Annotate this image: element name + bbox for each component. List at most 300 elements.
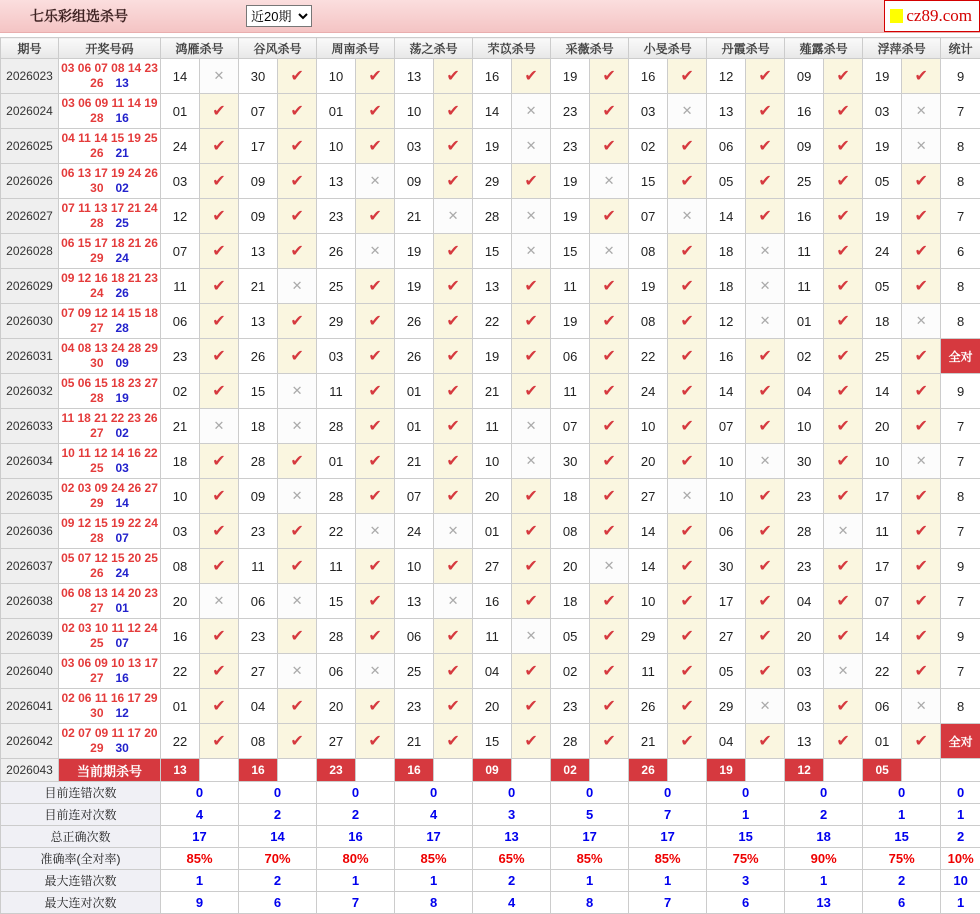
kill-mark-cell [278, 549, 317, 584]
kill-mark-cell [278, 164, 317, 199]
kill-mark-cell [200, 584, 239, 619]
kill-number-cell: 21 [239, 269, 278, 304]
kill-mark-cell [902, 479, 941, 514]
check-icon: ✔ [758, 383, 771, 400]
stat-cell: 7 [941, 409, 980, 444]
draw-main-numbers: 02 06 11 16 17 29 [59, 691, 160, 706]
check-icon: ✔ [368, 593, 381, 610]
check-icon: ✔ [914, 418, 927, 435]
kill-mark-cell [200, 199, 239, 234]
kill-mark-cell [200, 479, 239, 514]
kill-number-cell: 20 [473, 689, 512, 724]
draw-main-numbers: 06 15 17 18 21 26 [59, 236, 160, 251]
kill-number-cell: 20 [551, 549, 590, 584]
kill-mark-cell [590, 304, 629, 339]
kill-number-cell: 07 [629, 199, 668, 234]
draw-special-number: 28 [116, 321, 129, 335]
cross-icon: ✕ [292, 593, 303, 608]
check-icon: ✔ [914, 488, 927, 505]
summary-value: 9 [161, 892, 239, 914]
draw-numbers-cell [59, 549, 161, 584]
draw-special-number: 16 [116, 111, 129, 125]
check-icon: ✔ [836, 278, 849, 295]
kill-number-cell: 23 [551, 94, 590, 129]
kill-mark-cell [746, 689, 785, 724]
check-icon: ✔ [836, 383, 849, 400]
kill-mark-cell [200, 374, 239, 409]
check-icon: ✔ [290, 558, 303, 575]
kill-number-cell: 05 [551, 619, 590, 654]
check-icon: ✔ [758, 558, 771, 575]
period-cell: 2026038 [1, 584, 59, 619]
kill-mark-cell-empty [200, 759, 239, 782]
kill-mark-cell [200, 444, 239, 479]
cross-icon: ✕ [760, 698, 771, 713]
range-select[interactable] [246, 5, 312, 27]
draw-numbers-cell [59, 304, 161, 339]
check-icon: ✔ [290, 733, 303, 750]
kill-number-cell: 07 [707, 409, 746, 444]
kill-number-cell: 10 [707, 479, 746, 514]
kill-mark-cell [434, 304, 473, 339]
draw-second-line [59, 426, 160, 441]
draw-main-numbers: 03 06 09 10 13 17 [59, 656, 160, 671]
kill-mark-cell [278, 689, 317, 724]
check-icon: ✔ [446, 173, 459, 190]
kill-number-cell: 05 [707, 164, 746, 199]
kill-mark-cell [512, 584, 551, 619]
check-icon: ✔ [758, 138, 771, 155]
draw-special-number: 07 [116, 636, 129, 650]
draw-main-numbers: 03 06 09 11 14 19 [59, 96, 160, 111]
draw-numbers-cell [59, 409, 161, 444]
draw-special-number: 30 [116, 741, 129, 755]
kill-number-cell: 03 [785, 689, 824, 724]
kill-mark-cell [590, 374, 629, 409]
summary-value: 1 [863, 804, 941, 826]
kill-mark-cell [356, 409, 395, 444]
summary-value: 0 [707, 782, 785, 804]
kill-number-cell: 23 [395, 689, 434, 724]
kill-number-cell: 16 [473, 59, 512, 94]
kill-number-cell: 18 [707, 234, 746, 269]
kill-mark-cell [746, 339, 785, 374]
kill-number-cell: 04 [239, 689, 278, 724]
kill-mark-cell [434, 619, 473, 654]
kill-number-cell: 11 [551, 374, 590, 409]
kill-mark-cell [746, 59, 785, 94]
check-icon: ✔ [290, 313, 303, 330]
draw-second-line [59, 321, 160, 336]
kill-mark-cell [200, 339, 239, 374]
stat-cell: 7 [941, 514, 980, 549]
kill-number-cell: 22 [473, 304, 512, 339]
draw-numbers-cell [59, 619, 161, 654]
check-icon: ✔ [212, 243, 225, 260]
draw-main-numbers: 03 06 07 08 14 23 [59, 61, 160, 76]
summary-stat-value: 1 [941, 892, 980, 914]
draw-second-line [59, 566, 160, 581]
check-icon: ✔ [836, 173, 849, 190]
summary-value: 17 [161, 826, 239, 848]
kill-mark-cell [512, 59, 551, 94]
table-row [1, 129, 980, 164]
kill-mark-cell [512, 479, 551, 514]
current-kill-number: 26 [629, 759, 668, 782]
summary-value: 0 [161, 782, 239, 804]
table-row [1, 479, 980, 514]
kill-mark-cell [434, 94, 473, 129]
check-icon: ✔ [914, 348, 927, 365]
summary-value: 15 [863, 826, 941, 848]
kill-mark-cell [902, 374, 941, 409]
stat-cell: 8 [941, 304, 980, 339]
check-icon: ✔ [836, 313, 849, 330]
summary-value: 1 [161, 870, 239, 892]
cross-icon: ✕ [370, 173, 381, 188]
column-header: 周南杀号 [317, 38, 395, 59]
check-icon: ✔ [680, 313, 693, 330]
kill-mark-cell [200, 129, 239, 164]
kill-number-cell: 08 [629, 234, 668, 269]
kill-mark-cell [590, 514, 629, 549]
kill-number-cell: 18 [551, 479, 590, 514]
check-icon: ✔ [602, 348, 615, 365]
kill-mark-cell [746, 374, 785, 409]
kill-number-cell: 27 [239, 654, 278, 689]
kill-mark-cell [278, 59, 317, 94]
check-icon: ✔ [212, 138, 225, 155]
check-icon: ✔ [524, 558, 537, 575]
check-icon: ✔ [368, 733, 381, 750]
kill-mark-cell [590, 269, 629, 304]
summary-value: 70% [239, 848, 317, 870]
kill-number-cell: 12 [707, 304, 746, 339]
header-row [1, 38, 980, 59]
kill-number-cell: 01 [395, 409, 434, 444]
kill-number-cell: 19 [551, 304, 590, 339]
summary-value: 18 [785, 826, 863, 848]
kill-number-cell: 24 [629, 374, 668, 409]
kill-number-table [0, 37, 980, 914]
cross-icon: ✕ [604, 173, 615, 188]
summary-value: 0 [239, 782, 317, 804]
draw-numbers-cell [59, 59, 161, 94]
check-icon: ✔ [602, 628, 615, 645]
kill-mark-cell [434, 374, 473, 409]
cross-icon: ✕ [916, 103, 927, 118]
check-icon: ✔ [836, 628, 849, 645]
kill-number-cell: 01 [317, 444, 356, 479]
summary-value: 1 [629, 870, 707, 892]
kill-number-cell: 29 [707, 689, 746, 724]
kill-number-cell: 08 [629, 304, 668, 339]
kill-mark-cell [434, 409, 473, 444]
kill-mark-cell [200, 549, 239, 584]
check-icon: ✔ [680, 523, 693, 540]
draw-special-number: 02 [116, 426, 129, 440]
stat-cell: 8 [941, 164, 980, 199]
kill-mark-cell [590, 654, 629, 689]
summary-value: 80% [317, 848, 395, 870]
kill-mark-cell [746, 94, 785, 129]
kill-number-cell: 01 [161, 94, 200, 129]
summary-stat-value: 0 [941, 782, 980, 804]
draw-special-number: 16 [116, 671, 129, 685]
draw-seventh-number: 30 [90, 356, 103, 370]
check-icon: ✔ [836, 488, 849, 505]
summary-value: 0 [863, 782, 941, 804]
cross-icon: ✕ [760, 453, 771, 468]
draw-main-numbers: 05 07 12 15 20 25 [59, 551, 160, 566]
kill-number-cell: 17 [239, 129, 278, 164]
kill-mark-cell-empty [590, 759, 629, 782]
kill-mark-cell [200, 654, 239, 689]
kill-number-cell: 19 [629, 269, 668, 304]
check-icon: ✔ [680, 68, 693, 85]
kill-number-cell: 07 [239, 94, 278, 129]
summary-value: 1 [395, 870, 473, 892]
kill-number-cell: 29 [629, 619, 668, 654]
summary-label: 最大连对次数 [1, 892, 161, 914]
kill-number-cell: 26 [317, 234, 356, 269]
kill-number-cell: 04 [785, 584, 824, 619]
kill-mark-cell [434, 199, 473, 234]
kill-mark-cell [278, 479, 317, 514]
draw-special-number: 14 [116, 496, 129, 510]
cross-icon: ✕ [526, 628, 537, 643]
kill-mark-cell [356, 654, 395, 689]
kill-mark-cell [746, 479, 785, 514]
kill-mark-cell [278, 374, 317, 409]
kill-number-cell: 10 [317, 59, 356, 94]
kill-number-cell: 02 [161, 374, 200, 409]
kill-number-cell: 19 [473, 129, 512, 164]
stat-cell: 9 [941, 59, 980, 94]
kill-mark-cell [824, 654, 863, 689]
table-row [1, 724, 980, 759]
summary-value: 2 [239, 870, 317, 892]
kill-number-cell: 16 [161, 619, 200, 654]
table-row [1, 654, 980, 689]
kill-mark-cell [668, 724, 707, 759]
kill-number-cell: 30 [551, 444, 590, 479]
cross-icon: ✕ [838, 663, 849, 678]
kill-mark-cell [512, 724, 551, 759]
stat-cell: 9 [941, 549, 980, 584]
cross-icon: ✕ [292, 418, 303, 433]
cross-icon: ✕ [682, 488, 693, 503]
check-icon: ✔ [836, 593, 849, 610]
column-header: 浮萍杀号 [863, 38, 941, 59]
kill-mark-cell [278, 654, 317, 689]
check-icon: ✔ [290, 523, 303, 540]
table-row [1, 94, 980, 129]
period-cell: 2026039 [1, 619, 59, 654]
draw-seventh-number: 30 [90, 181, 103, 195]
kill-number-cell: 14 [863, 619, 902, 654]
summary-value: 3 [473, 804, 551, 826]
check-icon: ✔ [836, 138, 849, 155]
check-icon: ✔ [602, 278, 615, 295]
kill-number-cell: 16 [785, 199, 824, 234]
stat-cell: 全对 [941, 724, 980, 759]
kill-number-cell: 22 [863, 654, 902, 689]
draw-special-number: 13 [116, 76, 129, 90]
check-icon: ✔ [680, 593, 693, 610]
kill-number-cell: 25 [785, 164, 824, 199]
summary-value: 85% [629, 848, 707, 870]
kill-mark-cell [590, 584, 629, 619]
period-cell: 2026032 [1, 374, 59, 409]
kill-number-cell: 23 [785, 549, 824, 584]
kill-number-cell: 13 [395, 584, 434, 619]
kill-number-cell: 15 [551, 234, 590, 269]
site-logo[interactable] [884, 0, 980, 32]
summary-value: 2 [863, 870, 941, 892]
period-cell: 2026029 [1, 269, 59, 304]
kill-mark-cell [512, 549, 551, 584]
draw-second-line [59, 76, 160, 91]
table-row [1, 444, 980, 479]
kill-mark-cell [746, 304, 785, 339]
column-header: 鸿雁杀号 [161, 38, 239, 59]
cross-icon: ✕ [760, 278, 771, 293]
summary-value: 13 [785, 892, 863, 914]
kill-mark-cell [512, 269, 551, 304]
check-icon: ✔ [836, 103, 849, 120]
check-icon: ✔ [290, 173, 303, 190]
stat-cell: 9 [941, 619, 980, 654]
draw-main-numbers: 02 03 10 11 12 24 [59, 621, 160, 636]
kill-number-cell: 15 [473, 724, 512, 759]
check-icon: ✔ [368, 103, 381, 120]
check-icon: ✔ [524, 488, 537, 505]
kill-mark-cell [902, 129, 941, 164]
kill-mark-cell [590, 479, 629, 514]
check-icon: ✔ [446, 313, 459, 330]
summary-label: 目前连错次数 [1, 782, 161, 804]
kill-number-cell: 21 [473, 374, 512, 409]
draw-special-number: 09 [116, 356, 129, 370]
kill-mark-cell [746, 234, 785, 269]
kill-mark-cell [668, 689, 707, 724]
cross-icon: ✕ [526, 453, 537, 468]
check-icon: ✔ [212, 348, 225, 365]
period-cell: 2026043 [1, 759, 59, 782]
kill-number-cell: 03 [863, 94, 902, 129]
kill-mark-cell [902, 584, 941, 619]
check-icon: ✔ [446, 103, 459, 120]
kill-number-cell: 24 [395, 514, 434, 549]
kill-number-cell: 23 [161, 339, 200, 374]
kill-mark-cell [200, 304, 239, 339]
stat-cell [941, 759, 980, 782]
kill-mark-cell [434, 689, 473, 724]
current-kill-number: 23 [317, 759, 356, 782]
draw-main-numbers: 11 18 21 22 23 26 [59, 411, 160, 426]
check-icon: ✔ [524, 733, 537, 750]
kill-mark-cell [824, 549, 863, 584]
stat-cell: 6 [941, 234, 980, 269]
check-icon: ✔ [602, 418, 615, 435]
check-icon: ✔ [680, 733, 693, 750]
kill-mark-cell [512, 689, 551, 724]
summary-value: 2 [473, 870, 551, 892]
check-icon: ✔ [446, 663, 459, 680]
check-icon: ✔ [368, 558, 381, 575]
draw-seventh-number: 29 [90, 496, 103, 510]
kill-number-cell: 09 [785, 59, 824, 94]
kill-number-cell: 19 [863, 199, 902, 234]
stat-cell: 7 [941, 654, 980, 689]
cross-icon: ✕ [448, 523, 459, 538]
period-cell: 2026028 [1, 234, 59, 269]
kill-mark-cell [746, 444, 785, 479]
check-icon: ✔ [680, 418, 693, 435]
kill-mark-cell [200, 269, 239, 304]
period-cell: 2026035 [1, 479, 59, 514]
draw-special-number: 07 [116, 531, 129, 545]
summary-value: 1 [785, 870, 863, 892]
period-cell: 2026033 [1, 409, 59, 444]
check-icon: ✔ [524, 173, 537, 190]
summary-value: 7 [629, 892, 707, 914]
summary-value: 17 [551, 826, 629, 848]
draw-main-numbers: 02 03 09 24 26 27 [59, 481, 160, 496]
kill-mark-cell [512, 374, 551, 409]
summary-value: 1 [317, 870, 395, 892]
kill-number-cell: 19 [551, 199, 590, 234]
kill-mark-cell [278, 339, 317, 374]
kill-number-cell: 19 [395, 234, 434, 269]
summary-value: 4 [395, 804, 473, 826]
cross-icon: ✕ [604, 243, 615, 258]
draw-second-line [59, 741, 160, 756]
cross-icon: ✕ [448, 593, 459, 608]
kill-mark-cell [902, 94, 941, 129]
kill-mark-cell [434, 549, 473, 584]
kill-mark-cell [278, 304, 317, 339]
summary-row [1, 804, 980, 826]
kill-mark-cell [746, 514, 785, 549]
cross-icon: ✕ [682, 208, 693, 223]
check-icon: ✔ [524, 383, 537, 400]
check-icon: ✔ [758, 208, 771, 225]
draw-seventh-number: 24 [90, 286, 103, 300]
kill-number-cell: 05 [863, 164, 902, 199]
current-kill-number: 05 [863, 759, 902, 782]
kill-number-cell: 06 [395, 619, 434, 654]
table-row [1, 549, 980, 584]
kill-number-cell: 08 [239, 724, 278, 759]
kill-mark-cell [668, 164, 707, 199]
kill-number-cell: 12 [161, 199, 200, 234]
kill-number-cell: 11 [317, 374, 356, 409]
check-icon: ✔ [368, 628, 381, 645]
kill-number-cell: 26 [395, 304, 434, 339]
kill-mark-cell [278, 269, 317, 304]
kill-number-cell: 15 [473, 234, 512, 269]
check-icon: ✔ [290, 243, 303, 260]
kill-number-cell: 23 [551, 689, 590, 724]
check-icon: ✔ [524, 278, 537, 295]
kill-mark-cell-empty [278, 759, 317, 782]
kill-number-cell: 09 [395, 164, 434, 199]
period-cell: 2026030 [1, 304, 59, 339]
kill-number-cell: 11 [551, 269, 590, 304]
kill-number-cell: 29 [473, 164, 512, 199]
